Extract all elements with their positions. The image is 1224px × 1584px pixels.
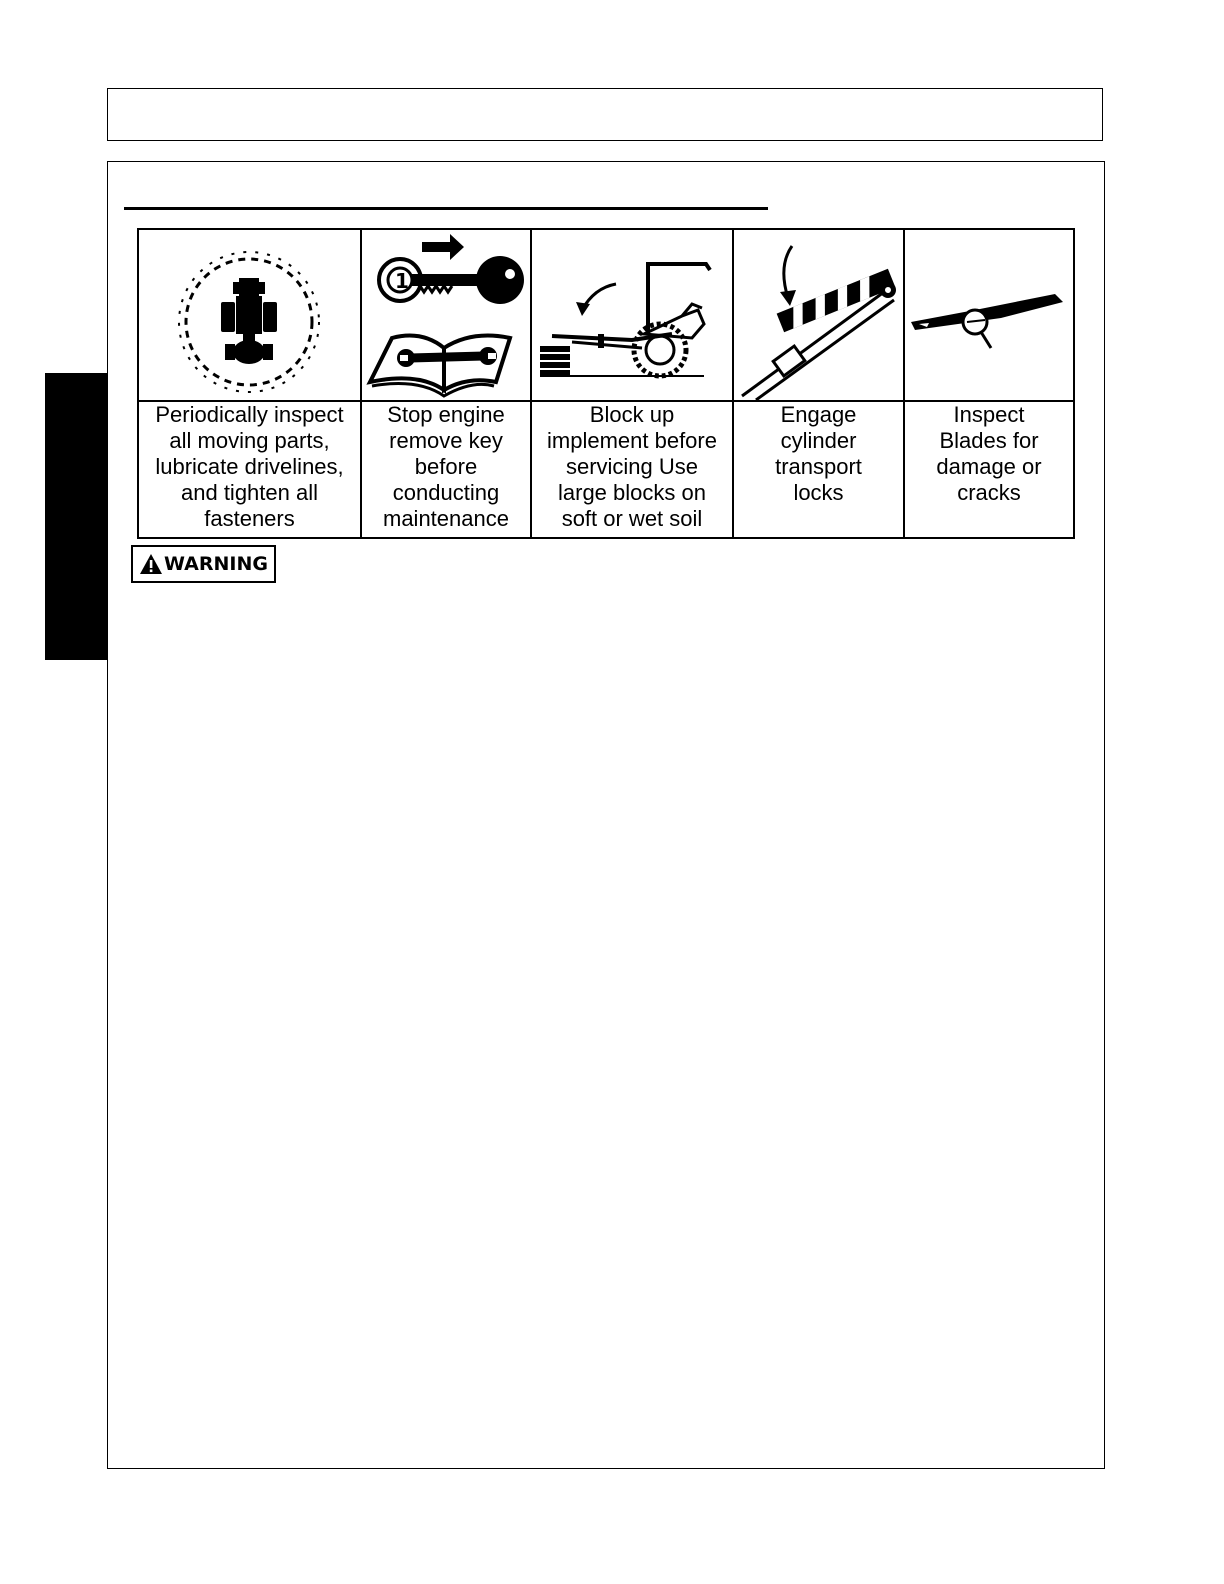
caption-inspect-blades: Inspect Blades for damage or cracks xyxy=(936,402,1042,505)
section-side-tab xyxy=(45,373,108,660)
inspect-blade-icon xyxy=(905,230,1073,402)
page-header-box xyxy=(107,88,1103,141)
caption-cylinder-locks: Engage cylinder transport locks xyxy=(775,402,862,505)
panel-cell-inspect-parts xyxy=(139,230,362,537)
panel-cell-block-up xyxy=(532,230,734,537)
panel-cell-stop-engine xyxy=(362,230,532,537)
caption-stop-engine: Stop engine remove key before conducting maintenance xyxy=(383,402,509,531)
section-title-rule xyxy=(124,207,768,210)
svg-text:1: 1 xyxy=(395,269,409,293)
cylinder-transport-lock-icon xyxy=(734,230,903,402)
panel-cell-cylinder-locks xyxy=(734,230,905,537)
maintenance-safety-panel xyxy=(137,228,1075,539)
warning-label: WARNING xyxy=(164,553,268,575)
caption-block-up: Block up implement before servicing Use large blocks on soft or wet soil xyxy=(547,402,717,531)
caption-inspect-parts: Periodically inspect all moving parts, lubricate drivelines, and tighten all fasteners xyxy=(155,402,344,531)
tractor-inspection-icon xyxy=(139,230,360,402)
warning-triangle-icon xyxy=(139,553,163,575)
block-up-implement-icon xyxy=(532,230,732,402)
warning-badge xyxy=(131,545,276,583)
key-and-manual-icon xyxy=(362,230,530,402)
panel-cell-inspect-blades xyxy=(905,230,1073,537)
